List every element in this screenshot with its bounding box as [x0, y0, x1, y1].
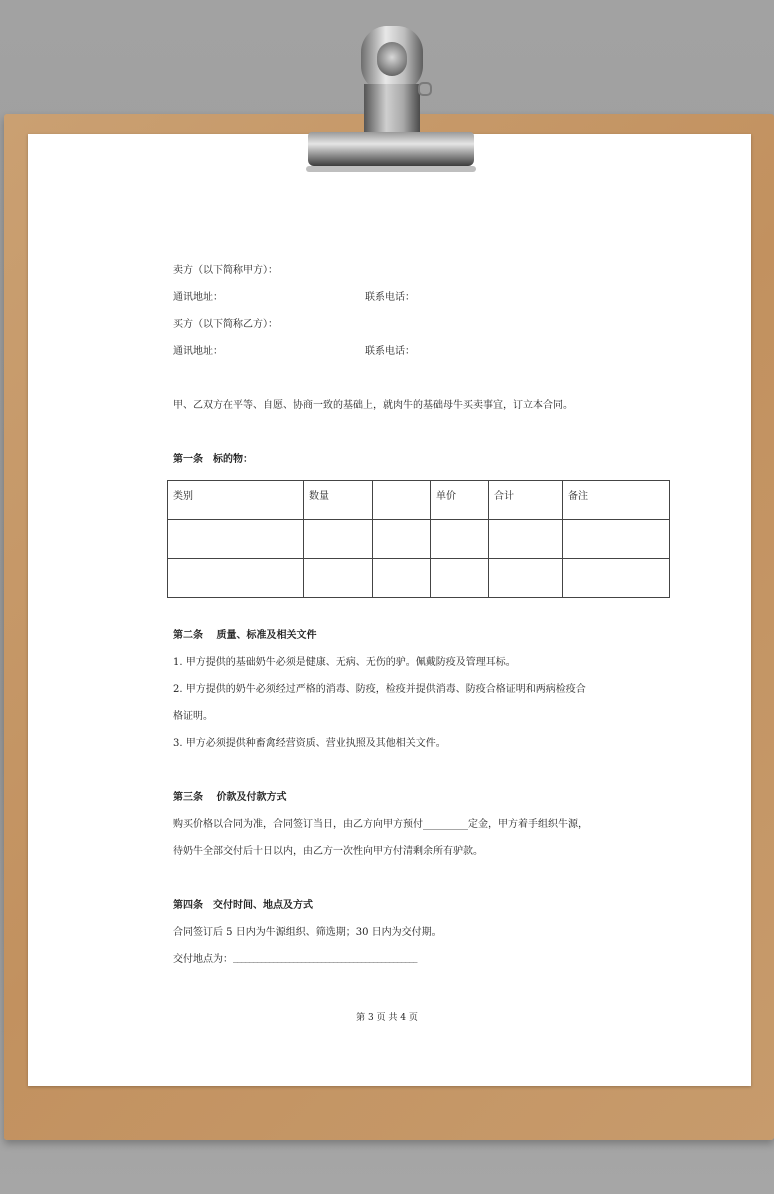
- delivery-place-blank: ______________________________________________: [233, 953, 417, 963]
- table-cell: [304, 520, 373, 559]
- header-remarks: 备注: [563, 481, 670, 520]
- delivery-place-label: 交付地点为：: [173, 954, 233, 965]
- header-total: 合计: [489, 481, 563, 520]
- article1-title: 第一条 标的物：: [173, 454, 253, 465]
- table-cell: [373, 559, 431, 598]
- table-cell: [489, 559, 563, 598]
- article2-title: 第二条 质量、标准及相关文件: [173, 630, 317, 641]
- table-cell: [168, 559, 304, 598]
- table-row: [168, 559, 670, 598]
- seller-address-label: 通讯地址：: [173, 292, 223, 303]
- article3-title: 第三条 价款及付款方式: [173, 792, 287, 803]
- page-number: 第 3 页 共 4 页: [356, 1013, 418, 1023]
- table-cell: [168, 520, 304, 559]
- preamble: 甲、乙双方在平等、自愿、协商一致的基础上，就肉牛的基础母牛买卖事宜，订立本合同。: [173, 400, 573, 411]
- article4-para1: 合同签订后 5 日内为牛源组织、筛选期；30 日内为交付期。: [173, 927, 442, 938]
- article2-item2-line2: 格证明。: [173, 711, 213, 722]
- article2-item3: 3. 甲方必须提供种畜禽经营资质、营业执照及其他相关文件。: [173, 738, 446, 749]
- header-category: 类别: [168, 481, 304, 520]
- buyer-line: 买方（以下简称乙方）：: [173, 319, 278, 330]
- table-cell: [563, 520, 670, 559]
- article3-para2: 待奶牛全部交付后十日以内，由乙方一次性向甲方付清剩余所有驴款。: [173, 846, 483, 857]
- buyer-address-label: 通讯地址：: [173, 346, 223, 357]
- article2-item1: 1. 甲方提供的基础奶牛必须是健康、无病、无伤的驴。佩戴防疫及管理耳标。: [173, 657, 516, 668]
- header-blank: [373, 481, 431, 520]
- goods-table: [167, 480, 670, 598]
- buyer-phone-label: 联系电话：: [365, 346, 415, 357]
- header-quantity: 数量: [304, 481, 373, 520]
- table-cell: [431, 520, 489, 559]
- seller-phone-label: 联系电话：: [365, 292, 415, 303]
- table-cell: [304, 559, 373, 598]
- table-cell: [373, 520, 431, 559]
- seller-line: 卖方（以下简称甲方）：: [173, 265, 278, 276]
- article3-para1: 购买价格以合同为准，合同签订当日，由乙方向甲方预付_________定金，甲方着手组织牛源，: [173, 819, 588, 830]
- article4-title: 第四条 交付时间、地点及方式: [173, 900, 313, 911]
- table-cell: [431, 559, 489, 598]
- table-cell: [489, 520, 563, 559]
- article2-item2-line1: 2. 甲方提供的奶牛必须经过严格的消毒、防疫，检疫并提供消毒、防疫合格证明和两病检疫合: [173, 684, 586, 695]
- table-header-row: [168, 481, 670, 520]
- header-unit-price: 单价: [431, 481, 489, 520]
- table-row: [168, 520, 670, 559]
- table-cell: [563, 559, 670, 598]
